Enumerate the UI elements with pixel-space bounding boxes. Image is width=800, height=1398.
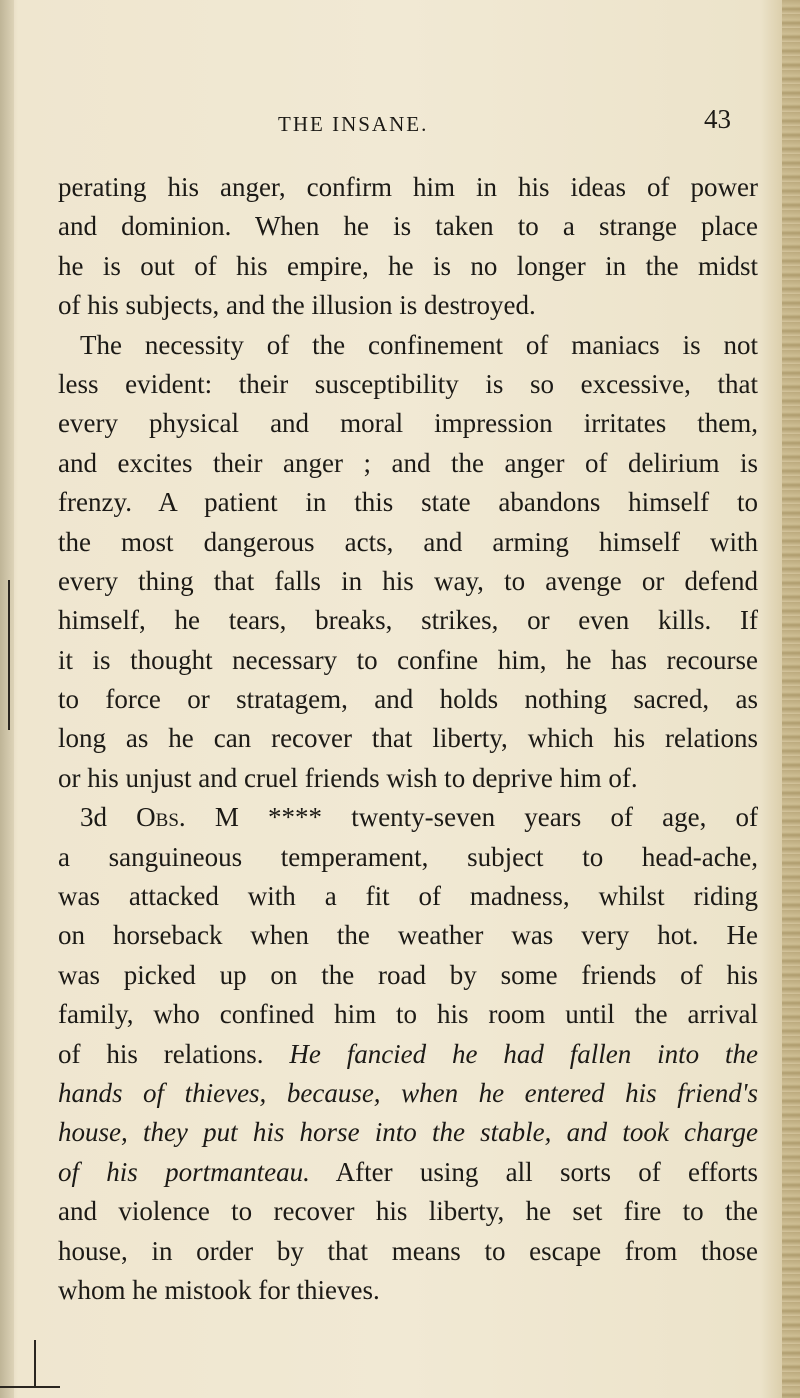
text-segment: house, they put his horse into the stable, and took charge (58, 1117, 758, 1148)
running-title: THE INSANE. (278, 112, 429, 136)
text-segment: After using all sorts of efforts (309, 1156, 758, 1187)
text-segment: family, who confined him to his room until the arrival (58, 999, 758, 1030)
text-segment: M **** twenty-seven years of age, of (185, 802, 758, 833)
text-segment: was attacked with a fit of madness, whilst riding (58, 881, 758, 912)
text-segment: and violence to recover his liberty, he set fire to the (58, 1196, 758, 1227)
text-line (58, 1232, 758, 1271)
text-line (58, 838, 758, 877)
text-segment: frenzy. A patient in this state abandons himself to (58, 487, 758, 518)
text-line (58, 562, 758, 601)
text-segment: house, in order by that means to escape from those (58, 1235, 758, 1266)
text-line (58, 877, 758, 916)
text-segment: it is thought necessary to confine him, he has recourse (58, 644, 758, 675)
corner-mark-base (0, 1386, 60, 1388)
text-segment: long as he can recover that liberty, which his relations (58, 723, 758, 754)
text-segment: whom he mistook for thieves. (58, 1274, 380, 1305)
page-number: 43 (704, 104, 731, 134)
text-segment: on horseback when the weather was very hot. He (58, 920, 758, 951)
text-line (58, 641, 758, 680)
text-line (58, 286, 758, 325)
text-line (58, 1271, 758, 1310)
text-segment: Obs. (136, 802, 186, 833)
text-line (58, 1113, 758, 1152)
text-segment: or his unjust and cruel friends wish to deprive him of. (58, 762, 638, 793)
text-segment: every physical and moral impression irritates them, (58, 408, 758, 439)
text-line (58, 1074, 758, 1113)
text-segment: to force or stratagem, and holds nothing sacred, as (58, 684, 758, 715)
text-segment: He fancied he had fallen into the (289, 1038, 758, 1069)
text-line (58, 798, 758, 837)
text-line (58, 956, 758, 995)
text-line (58, 1153, 758, 1192)
text-segment: of his subjects, and the illusion is destroyed. (58, 290, 536, 321)
text-line (58, 719, 758, 758)
text-segment: himself, he tears, breaks, strikes, or even kills. If (58, 605, 758, 636)
page-header (0, 104, 800, 144)
body-text (58, 168, 758, 1310)
page-edge (782, 0, 800, 1398)
text-line (58, 759, 758, 798)
text-segment: The necessity of the confinement of maniacs is not (80, 329, 758, 360)
corner-mark (34, 1340, 36, 1388)
text-segment: the most dangerous acts, and arming himself with (58, 526, 758, 557)
text-line (58, 680, 758, 719)
text-line (58, 168, 758, 207)
text-line (58, 523, 758, 562)
text-segment: less evident: their susceptibility is so excessive, that (58, 368, 758, 399)
text-line (58, 916, 758, 955)
text-line (58, 207, 758, 246)
text-line (58, 444, 758, 483)
text-segment: of his portmanteau. (58, 1156, 310, 1187)
text-segment: he is out of his empire, he is no longer in the midst (58, 250, 758, 281)
text-line (58, 483, 758, 522)
text-segment: every thing that falls in his way, to avenge or defend (58, 565, 758, 596)
text-segment: of his relations. (58, 1038, 290, 1069)
text-segment: perating his anger, confirm him in his ideas of power (58, 172, 758, 202)
text-line (58, 404, 758, 443)
text-line (58, 1035, 758, 1074)
text-line (58, 1192, 758, 1231)
page-gutter (0, 0, 14, 1398)
text-line (58, 995, 758, 1034)
text-line (58, 247, 758, 286)
text-line (58, 365, 758, 404)
text-segment: 3d (80, 802, 137, 833)
margin-mark (8, 580, 10, 730)
text-line (58, 601, 758, 640)
text-line (58, 326, 758, 365)
text-segment: a sanguineous temperament, subject to head-ache, (58, 841, 758, 872)
text-segment: and dominion. When he is taken to a strange place (58, 211, 758, 242)
text-segment: was picked up on the road by some friends of his (58, 959, 758, 990)
text-segment: and excites their anger ; and the anger of delirium is (58, 447, 758, 478)
text-segment: hands of thieves, because, when he entered his friend's (58, 1077, 758, 1108)
